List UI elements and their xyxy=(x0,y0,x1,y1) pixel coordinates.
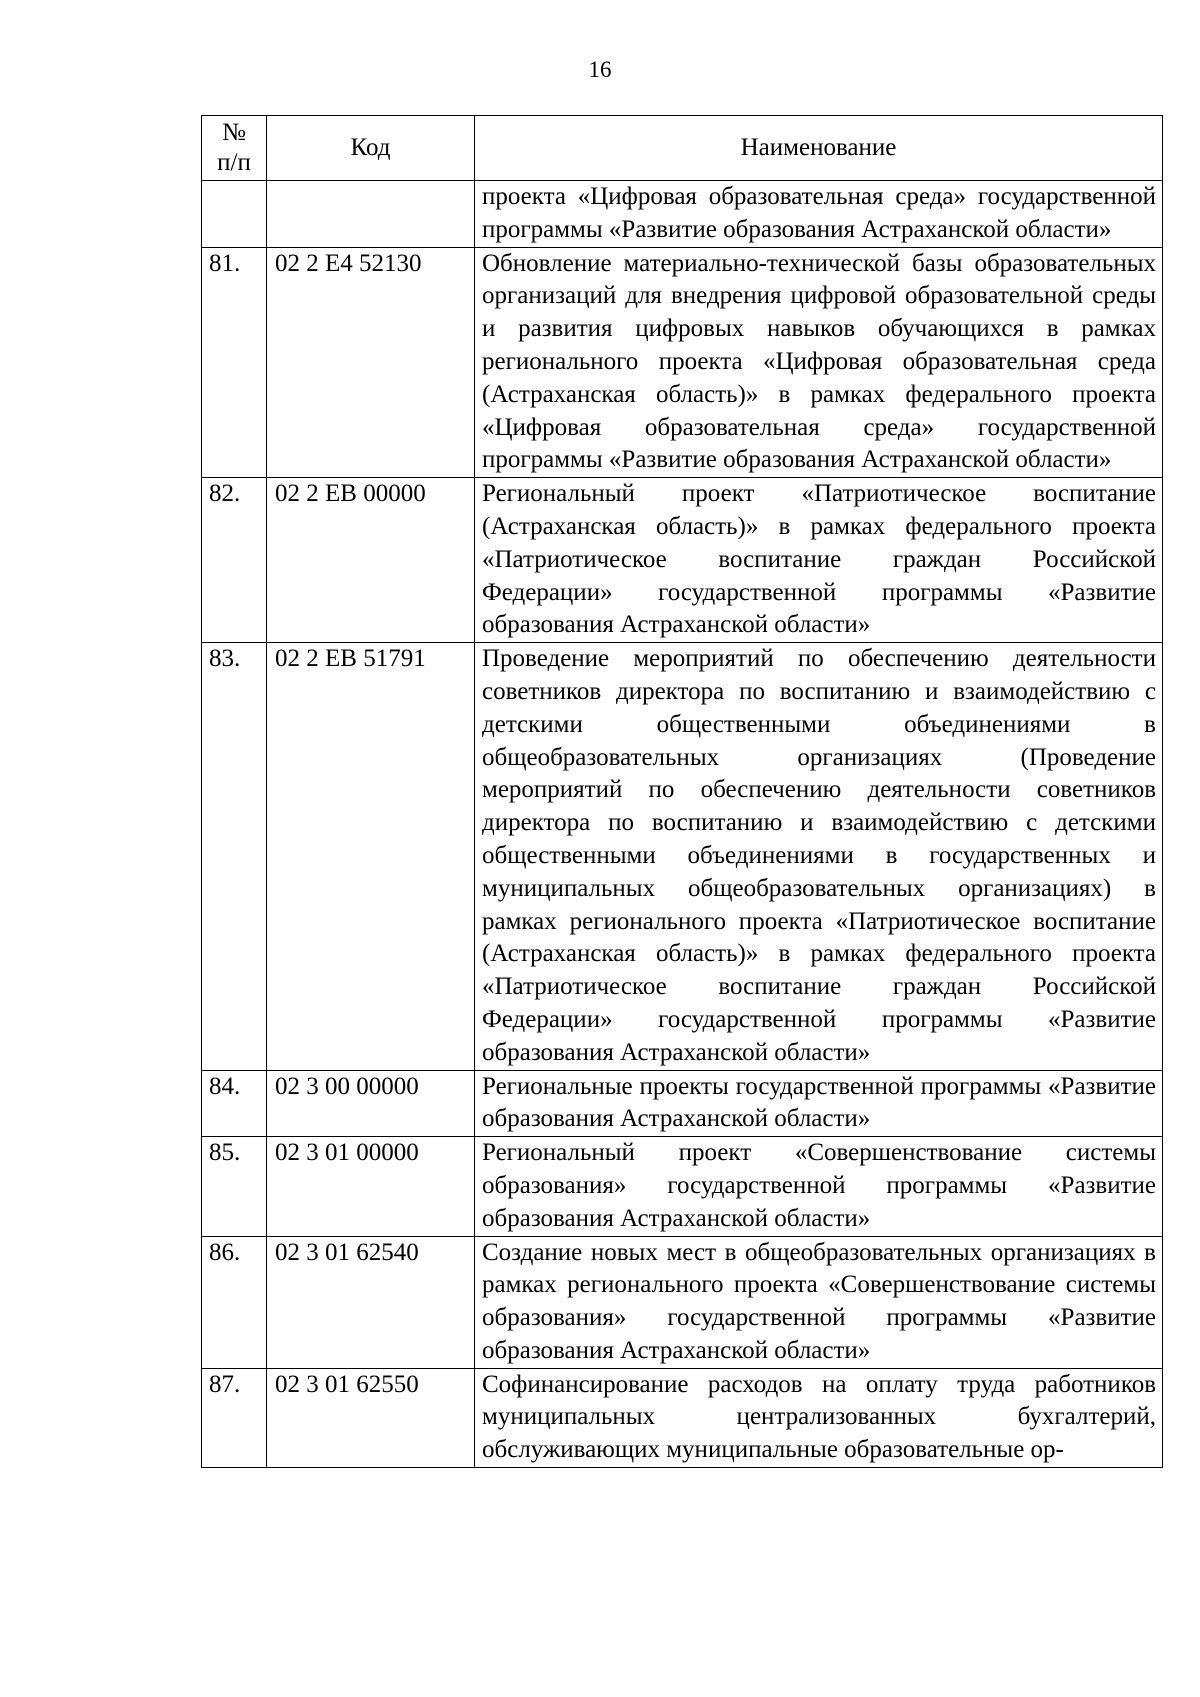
table-row xyxy=(202,181,1163,248)
table-row xyxy=(202,478,1163,643)
row-name: Софинансирование расходов на оплату труда работников муниципальных централизованных бухгалтерий, обслуживающих муниципальные образовательные ор- xyxy=(475,1368,1163,1467)
row-code: 02 3 01 00000 xyxy=(267,1137,475,1236)
table-row xyxy=(202,1137,1163,1236)
table-row xyxy=(202,247,1163,478)
row-name: Региональный проект «Патриотическое воспитание (Астраханская область)» в рамках федерального проекта «Патриотическое воспитание граждан Российской Федерации» государственной программы «Развитие образования Астраханской области» xyxy=(475,478,1163,643)
table-row xyxy=(202,643,1163,1070)
row-code xyxy=(267,181,475,248)
header-code: Код xyxy=(267,116,475,181)
row-name: Проведение мероприятий по обеспечению деятельности советников директора по воспитанию и взаимодействию с детскими общественными объединениями в общеобразовательных организациях (Проведение мероприятий по обеспечению деятельности советников директора по воспитанию и взаимодействию с детскими общественными объединениями в государственных и муниципальных общеобразовательных организациях) в рамках регионального проекта «Патриотическое воспитание (Астраханская область)» в рамках федерального проекта «Патриотическое воспитание граждан Российской Федерации» государственной программы «Развитие образования Астраханской области» xyxy=(475,643,1163,1070)
row-number: 87. xyxy=(202,1368,267,1467)
table-row xyxy=(202,1236,1163,1368)
row-name: Региональные проекты государственной программы «Развитие образования Астраханской области» xyxy=(475,1070,1163,1137)
row-code: 02 2 ЕВ 00000 xyxy=(267,478,475,643)
table-header-row xyxy=(202,116,1163,181)
row-number: 84. xyxy=(202,1070,267,1137)
row-name: Создание новых мест в общеобразовательных организациях в рамках регионального проекта «Совершенствование системы образования» государственной программы «Развитие образования Астраханской области» xyxy=(475,1236,1163,1368)
header-number: № п/п xyxy=(202,116,267,181)
row-number xyxy=(202,181,267,248)
budget-code-table xyxy=(201,115,1163,1468)
row-code: 02 3 01 62550 xyxy=(267,1368,475,1467)
table-row xyxy=(202,1070,1163,1137)
row-number: 86. xyxy=(202,1236,267,1368)
row-name: Региональный проект «Совершенствование системы образования» государственной программы «Развитие образования Астраханской области» xyxy=(475,1137,1163,1236)
row-name: проекта «Цифровая образовательная среда» государственной программы «Развитие образования Астраханской области» xyxy=(475,181,1163,248)
row-code: 02 3 01 62540 xyxy=(267,1236,475,1368)
row-name: Обновление материально-технической базы образовательных организаций для внедрения цифровой образовательной среды и развития цифровых навыков обучающихся в рамках регионального проекта «Цифровая образовательная среда (Астраханская область)» в рамках федерального проекта «Цифровая образовательная среда» государственной программы «Развитие образования Астраханской области» xyxy=(475,247,1163,478)
row-code: 02 2 Е4 52130 xyxy=(267,247,475,478)
row-number: 81. xyxy=(202,247,267,478)
row-code: 02 3 00 00000 xyxy=(267,1070,475,1137)
row-code: 02 2 ЕВ 51791 xyxy=(267,643,475,1070)
row-number: 83. xyxy=(202,643,267,1070)
table-row xyxy=(202,1368,1163,1467)
row-number: 82. xyxy=(202,478,267,643)
header-name: Наименование xyxy=(475,116,1163,181)
page-number: 16 xyxy=(588,57,612,82)
row-number: 85. xyxy=(202,1137,267,1236)
